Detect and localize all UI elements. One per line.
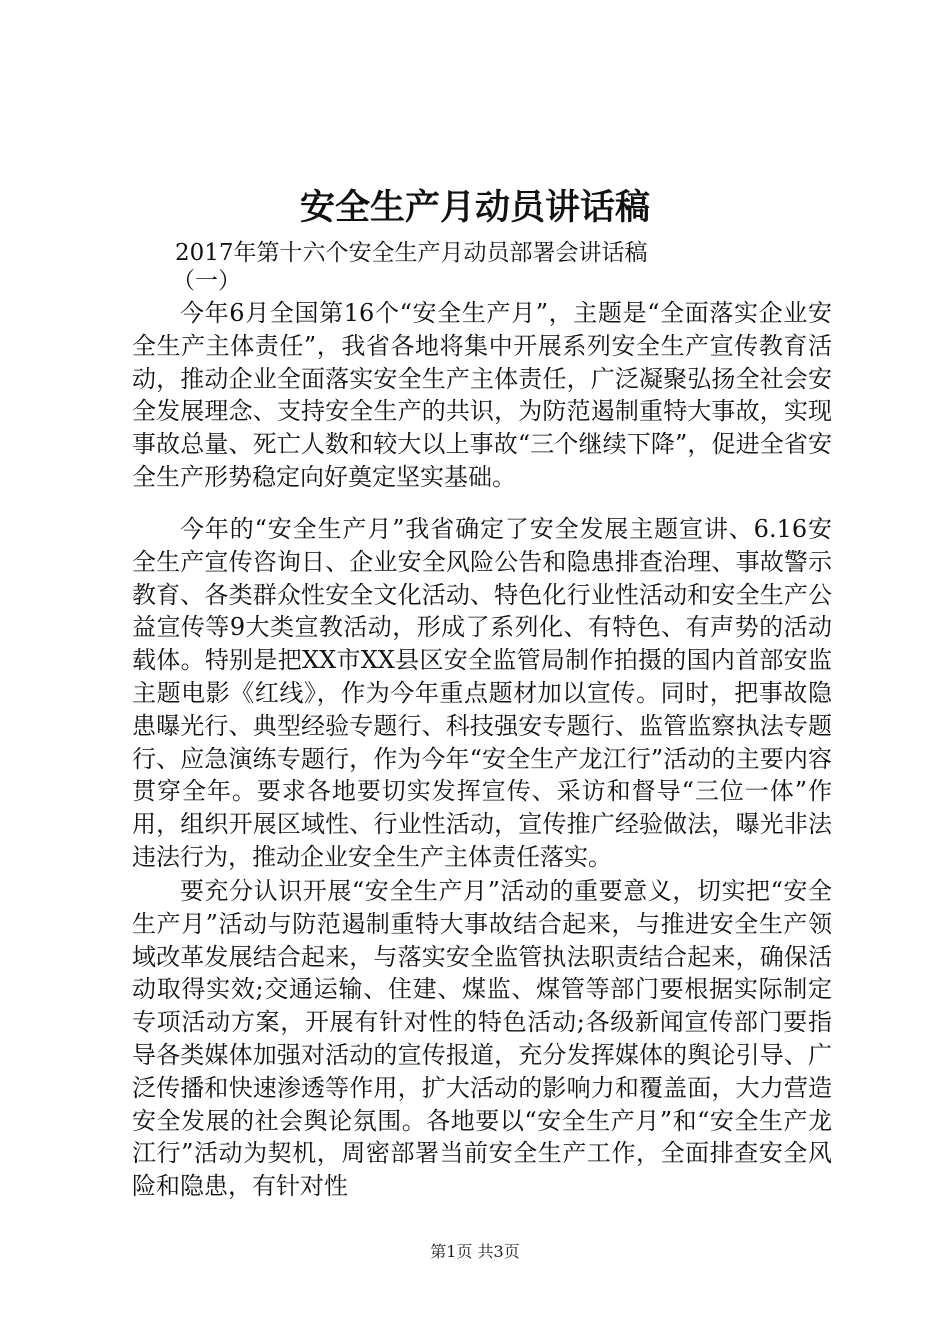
document-subtitle: 2017年第十六个安全生产月动员部署会讲话稿: [175, 240, 648, 266]
body-paragraph: 今年6月全国第16个“安全生产月”，主题是“全面落实企业安全生产主体责任”，我省各地将集中开展系列安全生产宣传教育活动，推动企业全面落实安全生产主体责任，广泛凝聚弘扬全社会安全发展理念、支持安全生产的共识，为防范遏制重特大事故，实现事故总量、死亡人数和较大以上事故“三个继续下降”，促进全省安全生产形势稳定向好奠定坚实基础。: [132, 299, 832, 491]
section-number: （一）: [172, 268, 241, 294]
page-number-footer: 第1页 共3页: [430, 1242, 520, 1261]
document-title: 安全生产月动员讲话稿: [299, 187, 650, 228]
body-paragraph: 今年的“安全生产月”我省确定了安全发展主题宣讲、6.16安全生产宣传咨询日、企业安全风险公告和隐患排查治理、事故警示教育、各类群众性安全文化活动、特色化行业性活动和安全生产公益宣传等9大类宣教活动，形成了系列化、有特色、有声势的活动载体。特别是把XX市XX县区安全监管局制作拍摄的国内首部安监主题电影《红线》，作为今年重点题材加以宣传。同时，把事故隐患曝光行、典型经验专题行、科技强安专题行、监管监察执法专题行、应急演练专题行，作为今年“安全生产龙江行”活动的主要内容贯穿全年。要求各地要切实发挥宣传、采访和督导“三位一体”作用，组织开展区域性、行业性活动，宣传推广经验做法，曝光非法违法行为，推动企业安全生产主体责任落实。: [132, 515, 832, 871]
body-paragraph: 要充分认识开展“安全生产月”活动的重要意义，切实把“安全生产月”活动与防范遏制重特大事故结合起来，与推进安全生产领域改革发展结合起来，与落实安全监管执法职责结合起来，确保活动取得实效;交通运输、住建、煤监、煤管等部门要根据实际制定专项活动方案，开展有针对性的特色活动;各级新闻宣传部门要指导各类媒体加强对活动的宣传报道，充分发挥媒体的舆论引导、广泛传播和快速渗透等作用，扩大活动的影响力和覆盖面，大力营造安全发展的社会舆论氛围。各地要以“安全生产月”和“安全生产龙江行”活动为契机，周密部署当前安全生产工作，全面排查安全风险和隐患，有针对性: [132, 877, 832, 1201]
